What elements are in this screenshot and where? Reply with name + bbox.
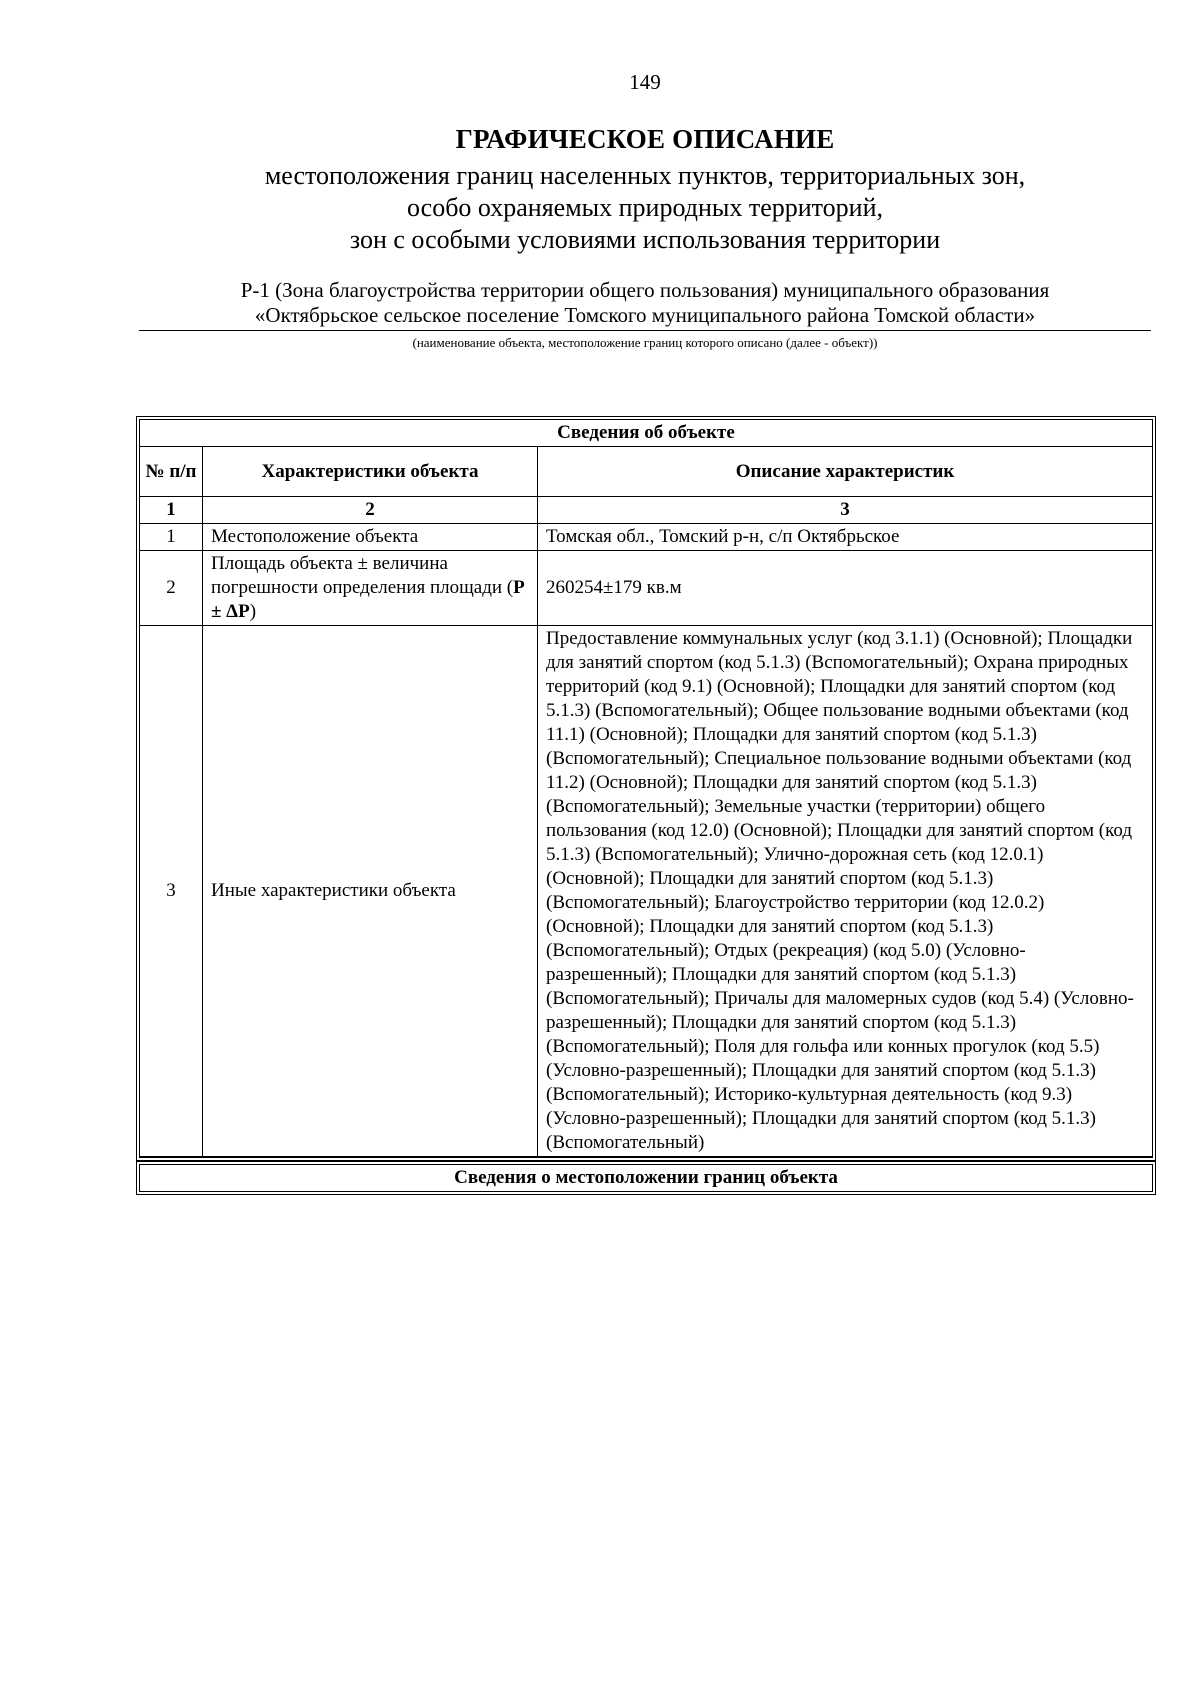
object-caption: (наименование объекта, местоположение границ которого описано (далее - объект)): [412, 335, 878, 350]
row-description: Предоставление коммунальных услуг (код 3.1.1) (Основной); Площадки для занятий спортом (код 5.1.3) (Вспомогательный); Охрана природных территорий (код 9.1) (Основной); Площадки для занятий спортом (код 5.1.3) (Вспомогательный); Общее пользование водными объектами (код 11.1) (Основной); Площадки для занятий спортом (код 5.1.3) (Вспомогательный); Специальное пользование водными объектами (код 11.2) (Основной); Площадки для занятий спортом (код 5.1.3) (Вспомогательный); Земельные участки (территории) общего пользования (код 12.0) (Основной); Площадки для занятий спортом (код 5.1.3) (Вспомогательный); Улично-дорожная сеть (код 12.0.1) (Основной); Площадки для занятий спортом (код 5.1.3) (Вспомогательный); Благоустройство территории (код 12.0.2) (Основной); Площадки для занятий спортом (код 5.1.3) (Вспомогательный); Отдых (рекреация) (код 5.0) (Условно-разрешенный); Площадки для занятий спортом (код 5.1.3) (Вспомогательный); Причалы для маломерных судов (код 5.4) (Условно-разрешенный); Площадки для занятий спортом (код 5.1.3) (Вспомогательный); Поля для гольфа или конных прогулок (код 5.5) (Условно-разрешенный); Площадки для занятий спортом (код 5.1.3) (Вспомогательный); Историко-культурная деятельность (код 9.3) (Условно-разрешенный); Площадки для занятий спортом (код 5.1.3) (Вспомогательный): [538, 626, 1152, 1157]
boundary-section-title: Сведения о местоположении границ объекта: [139, 1164, 1153, 1192]
table-row: [140, 626, 1152, 1157]
page-number: 149: [629, 70, 661, 94]
object-name-line: «Октябрьское сельское поселение Томского муниципального района Томской области»: [254, 303, 1036, 327]
row-characteristic-text: Площадь объекта ± величина погрешности определения площади (: [211, 553, 514, 598]
object-info-table: [139, 419, 1153, 1158]
section-header-row: [140, 420, 1152, 447]
section-title: Сведения об объекте: [140, 420, 1152, 447]
subtitle-line: особо охраняемых природных территорий,: [407, 193, 883, 222]
column-number: 3: [538, 497, 1152, 524]
header-characteristic: Характеристики объекта: [203, 447, 538, 497]
header-num: № п/п: [140, 447, 203, 497]
header-description: Описание характеристик: [538, 447, 1152, 497]
row-description: Томская обл., Томский р-н, с/п Октябрьское: [538, 524, 1152, 551]
column-number: 1: [140, 497, 203, 524]
row-num: 2: [140, 551, 203, 626]
subtitle-line: местоположения границ населенных пунктов, территориальных зон,: [264, 161, 1026, 190]
table-row: [140, 524, 1152, 551]
column-header-row: [140, 447, 1152, 497]
subtitle-line: зон с особыми условиями использования территории: [349, 225, 941, 254]
row-characteristic: [203, 551, 538, 626]
row-characteristic: Местоположение объекта: [203, 524, 538, 551]
object-name-line: Р-1 (Зона благоустройства территории общего пользования) муниципального образования: [240, 278, 1050, 302]
row-num: 3: [140, 626, 203, 1157]
document-subtitle: [0, 160, 1200, 256]
document-title: ГРАФИЧЕСКОЕ ОПИСАНИЕ: [455, 124, 835, 154]
column-number: 2: [203, 497, 538, 524]
object-name: [139, 278, 1151, 331]
column-number-row: [140, 497, 1152, 524]
row-characteristic-text: ): [249, 601, 257, 622]
table-row: [140, 551, 1152, 626]
row-num: 1: [140, 524, 203, 551]
row-characteristic-formula: Р ± ΔР: [211, 577, 525, 622]
row-characteristic: Иные характеристики объекта: [203, 626, 538, 1157]
row-description: 260254±179 кв.м: [538, 551, 1152, 626]
